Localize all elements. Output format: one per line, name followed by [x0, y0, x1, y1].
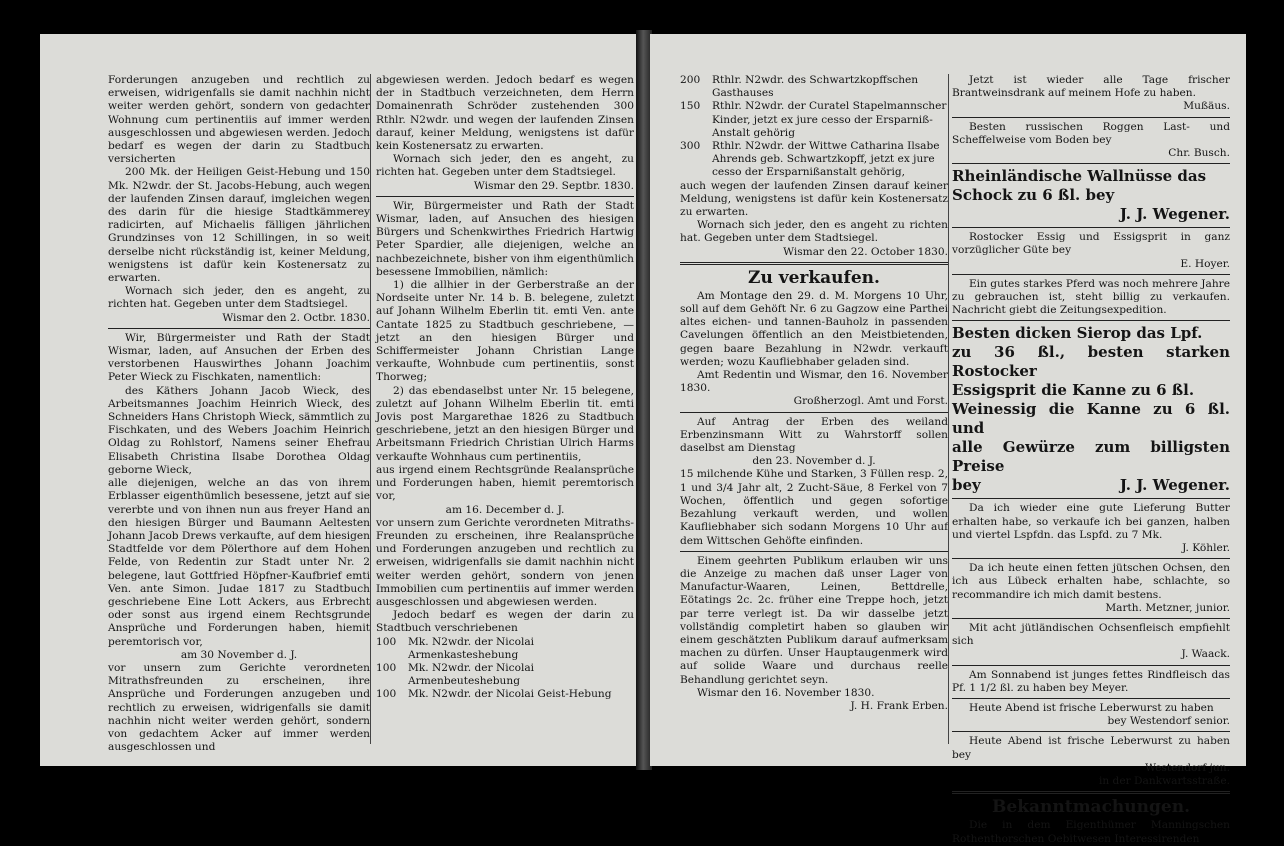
divider [952, 665, 1230, 666]
ad-headline: alle Gewürze zum billigsten Preise [952, 438, 1230, 476]
signature: J. Waack. [1181, 648, 1230, 661]
paragraph: 200 Mk. der Heiligen Geist-Hebung und 150 Mk. N2wdr. der St. Jacobs-Hebung, auch wegen der laufenden Zinsen darauf, imgleichen wegen des darin für die hiesige Stadtkämmerey radicirten, auf Michaelis fälligen jährlichen Grundzinses von 12 Schillingen, in so weit derselbe nicht rückständig ist, keiner Meldung, wenigstens ist dafür kein Kostenersatz zu erwarten. [108, 166, 370, 285]
divider [952, 320, 1230, 321]
ad-headline: Rheinländische Wallnüsse das [952, 167, 1207, 186]
signature: Großherzogl. Amt und Forst. [793, 395, 948, 408]
divider [952, 227, 1230, 228]
item-text: Mk. N2wdr. der Nicolai Geist-Hebung [408, 688, 612, 701]
ad-text: Heute Abend ist frische Leberwurst zu haben bey [952, 735, 1230, 761]
signature: J. J. Wegener. [1119, 476, 1230, 495]
ad-text: Da ich wieder eine gute Lieferung Butter erhalten habe, so verkaufe ich bei ganzen, halben und viertel Lspfdn. das Lspfd. zu 7 Mk. [952, 502, 1230, 541]
signature: E. Hoyer. [1180, 257, 1230, 270]
paragraph: des Käthers Johann Jacob Wieck, des Arbeitsmannes Joachim Heinrich Wieck, des Schneiders Hans Christoph Wieck, sämmtlich zu Fischkaten, und des Webers Joachim Heinrich Oldag zu Rohlstorf, Namens seiner Ehefrau Elisabeth Christina Ilsabe Dorothea Oldag geborne Wieck, [108, 384, 370, 476]
divider [952, 698, 1230, 699]
ad-text: Rostocker Essig und Essigsprit in ganz vorzüglicher Güte bey [952, 231, 1230, 257]
list-item [680, 74, 948, 100]
list-item [376, 688, 634, 701]
paragraph: Wornach sich jeder, den es angeht zu richten hat. Gegeben unter dem Stadtsiegel. [680, 219, 948, 245]
paragraph: Wir, Bürgermeister und Rath der Stadt Wismar, laden, auf Ansuchen des hiesigen Bürgers und Schenkwirthes Friedrich Hartwig Peter Spardier, alle diejenigen, welche an nachbezeichnete, bisher von ihm eigenthümlich besessene Immobilien, nämlich: [376, 199, 634, 278]
paragraph: alle diejenigen, welche an das von ihrem Erblasser eigenthümlich besessene, jetzt auf sie vererbte und von ihnen nun aus freyer Hand an den hiesigen Bürger und Baumann Aeltesten Johann Jacob Drews verkaufte, auf dem hiesigen Stadtfelde vor dem Pölerthore auf dem Hohen Felde, von Redentin zur Stadt unter Nr. 2 belegene, laut Gottfried Höpfner-Kaufbrief emti Ven. ante Simon. Judae 1817 zu Stadtbuch geschriebene Eine Lott Ackers, aus Erbrecht oder sonst aus irgend einem Rechtsgrunde Ansprüche und Forderungen haben, hiemit peremtorisch vor, [108, 477, 370, 648]
list-item [680, 100, 948, 140]
divider [952, 618, 1230, 619]
signature: Chr. Busch. [1168, 147, 1230, 160]
date-line: am 30 November d. J. [180, 648, 298, 661]
signature: J. Köhler. [1182, 542, 1230, 555]
signature: bey Westendorf senior. [1107, 715, 1230, 728]
divider [680, 412, 948, 413]
section-heading: Bekanntmachungen. [992, 797, 1190, 818]
list-item [680, 140, 948, 180]
item-text: Mk. N2wdr. der Nicolai Armenkasteshebung [408, 635, 535, 661]
paragraph: 1) die allhier in der Gerberstraße an der Nordseite unter Nr. 14 b. B. belegene, zuletzt auf Johann Wilhelm Eberlin tit. emti Ven. ante Cantate 1825 zu Stadtbuch geschriebene, — jetzt an den hiesigen Bürger und Schiffermeister Johann Christian Lange verkaufte, Wohnbude cum pertinentiis, sonst Thorweg; [376, 279, 634, 384]
date-line: Wismar den 2. Octbr. 1830. [222, 311, 370, 324]
ad-text: Die in dem Eigenthümer Manningschen Rothenthorschen Oebitwesen Interessirenden [952, 819, 1230, 845]
divider [952, 498, 1230, 499]
paragraph: auch wegen der laufenden Zinsen darauf keiner Meldung, wenigstens ist dafür kein Kostenersatz zu erwarten. [680, 179, 948, 219]
signature: Mußäus. [1183, 100, 1230, 113]
ad-text: Jetzt ist wieder alle Tage frischer Brantweinsdrank auf meinem Hofe zu haben. [952, 74, 1230, 100]
item-text: Rthlr. N2wdr. der Curatel Stapelmannscher Kinder, jetzt ex jure cesso der Ersparniß-Anstalt gehörig [712, 100, 947, 139]
date-line: den 23. November d. J. [752, 455, 876, 468]
column-divider [948, 74, 949, 744]
ad-headline: Weinessig die Kanne zu 6 ßl. und [952, 400, 1230, 438]
amount: 150 [680, 100, 701, 113]
signature: J. H. Frank Erben. [850, 699, 948, 712]
ad-text: Da ich heute einen fetten jütschen Ochsen, den ich aus Lübeck erhalten habe, schlachte, so recommandire ich mich damit bestens. [952, 562, 1230, 601]
left-page [40, 34, 638, 766]
signature: in der Dankwartsstraße. [1098, 775, 1230, 788]
paragraph: Einem geehrten Publikum erlauben wir uns die Anzeige zu machen daß unser Lager von Manufactur-Waaren, Leinen, Bettdrelle, Eötatings 2c. 2c. früher eine Treppe hoch, jetzt par terre verlegt ist. Da wir dasselbe jetzt vollständig completirt haben so glauben wir einem geschätzten Publikum darauf aufmerksam machen zu dürfen. Unser Hauptaugenmerk wird auf solide Waare und durchaus reelle Behandlung gerichtet seyn. [680, 554, 948, 686]
amount: 100 [376, 661, 397, 674]
ad-headline [952, 476, 1230, 495]
paragraph: vor unsern zum Gerichte verordneten Mitrathsfreunden zu erscheinen, ihre Ansprüche und Forderungen anzugeben und rechtlich zu erweisen, widrigenfalls sie damit nachhin nicht weiter werden gehört, sondern von gedachtem Acker auf immer werden ausgeschlossen und [108, 661, 370, 754]
paragraph: Wornach sich jeder, den es angeht, zu richten hat. Gegeben unter dem Stadtsiegel. [108, 285, 370, 311]
column-2 [376, 74, 634, 702]
item-text: Mk. N2wdr. der Nicolai Armenbeuteshebung [408, 661, 535, 688]
divider [680, 262, 948, 265]
paragraph: vor unsern zum Gerichte verordneten Mitraths-Freunden zu erscheinen, ihre Realansprüche und Forderungen anzugeben und rechtlich zu erweisen, widrigenfalls sie damit nachhin nicht weiter werden gehört, sondern von jenen Immobilien cum pertinentiis auf immer werden ausgeschlossen und abgewiesen werden. [376, 516, 634, 608]
amount: 100 [376, 635, 397, 648]
paragraph: 15 milchende Kühe und Starken, 3 Füllen resp. 2, 1 und 3/4 Jahr alt, 2 Zucht-Säue, 8 Ferkel von 7 Wochen, öffentlich und gegen sofortige Bezahlung verkauft werden, und wollen Kaufliebhaber sich sodann Morgens 10 Uhr auf dem Wittschen Gehöfte einfinden. [680, 468, 948, 547]
signature: Marth. Metzner, junior. [1105, 601, 1230, 614]
ad-text: Am Sonnabend ist junges fettes Rindfleisch das Pf. 1 1/2 ßl. zu haben bey Meyer. [952, 668, 1230, 694]
right-page [650, 34, 1246, 845]
ad-headline-bey: bey [952, 476, 981, 495]
date-line: am 16. December d. J. [445, 503, 565, 516]
ad-headline: zu 36 ßl., besten starken Rostocker [952, 343, 1230, 381]
list-item [376, 636, 634, 662]
date-line: Wismar den 16. November 1830. [696, 686, 875, 699]
paragraph: Forderungen anzugeben und rechtlich zu erweisen, widrigenfalls sie damit nachhin nicht weiter werden gehört, sondern von gedachter Wohnung cum pertinentiis auf immer werden ausgeschlossen und abgewiesen werden. Jedoch bedarf es wegen der darin zu Stadtbuch versicherten [108, 74, 370, 166]
column-4 [952, 74, 1230, 846]
amount: 300 [680, 140, 701, 153]
date-line: Wismar den 29. Septbr. 1830. [473, 179, 634, 192]
divider [952, 274, 1230, 275]
amount: 100 [376, 688, 397, 701]
divider [108, 328, 370, 329]
column-1 [108, 74, 370, 754]
divider [952, 163, 1230, 164]
ad-text: Ein gutes starkes Pferd was noch mehrere Jahre zu gebrauchen ist, steht billig zu verkaufen. Nachricht giebt die Zeitungsexpedition. [952, 277, 1230, 317]
divider [680, 551, 948, 552]
signature: J. J. Wegener. [1119, 205, 1230, 224]
paragraph: Wir, Bürgermeister und Rath der Stadt Wismar, laden, auf Ansuchen der Erben des verstorbenen Hauswirthes Johann Joachim Peter Wieck zu Fischkaten, namentlich: [108, 331, 370, 384]
item-text: Rthlr. N2wdr. des Schwartzkopffschen Gasthauses [712, 74, 919, 100]
signature: Westendorf jun. [1145, 761, 1230, 774]
ad-text: Mit acht jütländischen Ochsenfleisch empfiehlt sich [952, 622, 1230, 648]
divider [376, 196, 634, 197]
item-text: Rthlr. N2wdr. der Wittwe Catharina Ilsabe Ahrends geb. Schwartzkopff, jetzt ex jure cesso der Ersparnißanstalt gehörig, [712, 140, 940, 179]
paragraph: Wornach sich jeder, den es angeht, zu richten hat. Gegeben unter dem Stadtsiegel. [376, 153, 634, 179]
divider [952, 791, 1230, 794]
paragraph: abgewiesen werden. Jedoch bedarf es wegen der in Stadtbuch verzeichneten, dem Herrn Domainenrath Schröder zustehenden 300 Rthlr. N2wdr. und wegen der laufenden Zinsen darauf, keiner Meldung, wenigstens ist dafür kein Kostenersatz zu erwarten. [376, 74, 634, 153]
column-3 [680, 74, 948, 713]
paragraph: Auf Antrag der Erben des weiland Erbenzinsmann Witt zu Wahrstorff sollen daselbst am Dienstag [680, 415, 948, 455]
ad-headline: Besten dicken Sierop das Lpf. [952, 324, 1203, 343]
list-item [376, 662, 634, 688]
ad-text: Besten russischen Roggen Last- und Scheffelweise vom Boden bey [952, 120, 1230, 146]
paragraph: 2) das ebendaselbst unter Nr. 15 belegene, zuletzt auf Johann Wilhelm Eberlin tit. emti Jovis post Margarethae 1826 zu Stadtbuch geschriebene, jetzt an den hiesigen Bürger und Arbeitsmann Friedrich Christian Ulrich Harms verkaufte Wohnhaus cum pertinentiis, [376, 384, 634, 463]
date-line: Wismar den 22. October 1830. [783, 245, 948, 258]
ad-headline: Schock zu 6 ßl. bey [952, 186, 1115, 205]
section-heading: Zu verkaufen. [748, 267, 880, 288]
divider [952, 731, 1230, 732]
column-divider [370, 74, 371, 744]
paragraph: Jedoch bedarf es wegen der darin zu Stadtbuch verschriebenen [376, 609, 634, 635]
divider [952, 558, 1230, 559]
divider [952, 117, 1230, 118]
amount: 200 [680, 74, 701, 86]
paragraph: Amt Redentin und Wismar, den 16. November 1830. [680, 369, 948, 395]
ad-headline: Essigsprit die Kanne zu 6 ßl. [952, 381, 1195, 400]
ad-text: Heute Abend ist frische Leberwurst zu haben [968, 702, 1214, 715]
paragraph: aus irgend einem Rechtsgründe Realansprüche und Forderungen haben, hiemit peremtorisch vor, [376, 463, 634, 503]
paragraph: Am Montage den 29. d. M. Morgens 10 Uhr, soll auf dem Gehöft Nr. 6 zu Gagzow eine Parthei altes eichen- und tannen-Bauholz in passenden Cavelungen öffentlich an den Meistbietenden, gegen baare Bezahlung in N2wdr. verkauft werden; wozu Kaufliebhaber geladen sind. [680, 289, 948, 368]
